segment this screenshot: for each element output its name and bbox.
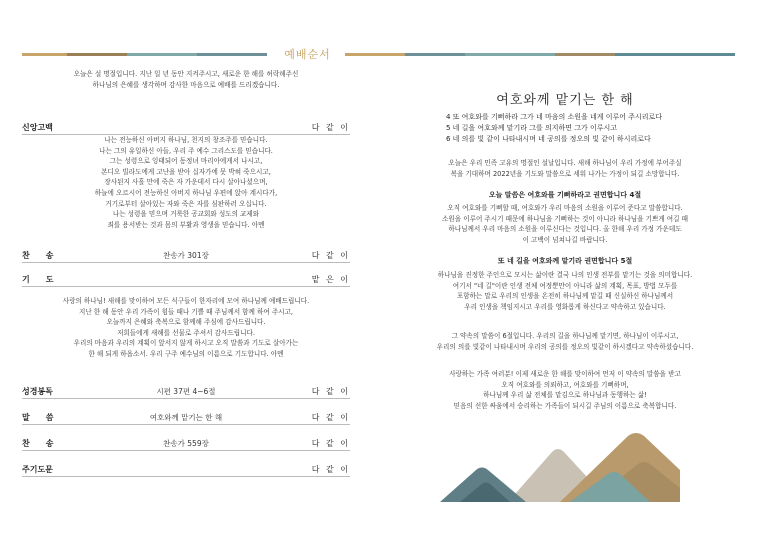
row-label: 말 씀 xyxy=(22,413,54,422)
row-who: 다 같 이 xyxy=(311,387,350,396)
decor-bar xyxy=(22,53,67,56)
decor-bar xyxy=(345,53,405,56)
row-title: 여호와께 맡기는 한 해 xyxy=(149,413,223,422)
row-creed xyxy=(22,122,350,136)
row-prayer xyxy=(22,274,350,288)
row-who: 다 같 이 xyxy=(311,439,350,448)
row-label: 주기도문 xyxy=(22,465,53,474)
point2-heading: 또 네 길을 여호와께 맡기라 권면합니다 5절 xyxy=(497,257,633,265)
divider xyxy=(22,476,350,477)
row-who: 맡 은 이 xyxy=(311,275,350,284)
promise-text: 그 약속의 말씀이 6절입니다. 우리의 길을 하나님께 맡기면, 하나님이 이루시고, 우리의 의를 빛같이 나타내시며 우리의 공의를 정오의 빛같이 하시겠다고 약속하셨습니다. xyxy=(436,332,694,351)
divider xyxy=(22,286,350,287)
row-reading xyxy=(22,386,350,400)
order-title: 예배순서 xyxy=(270,46,345,62)
sermon-title: 여호와께 맡기는 한 해 xyxy=(496,93,634,108)
sermon-intro: 오늘은 우리 민족 고유의 명절인 설날입니다. 새해 하나님이 우리 가정에 부어주실 복을 기대하며 2022년을 기도와 말씀으로 세워 나가는 가정이 되길 소망합니다. xyxy=(448,159,682,178)
point1-text: 오직 여호와를 기뻐할 때, 여호와가 우리 마음의 소원을 이루어 준다고 말씀합니다. 소원을 이루어 주시기 때문에 하나님을 기뻐하는 것이 아니라 하나님을 기쁘게 여길 때 하나님께서 우리 마음의 소원을 이루신다는 것입니다. 올 한해 우리 가정 가운데도 이 고백이 넘쳐나길 바랍니다. xyxy=(442,204,688,244)
divider xyxy=(22,450,350,451)
row-label: 찬 송 xyxy=(22,251,54,260)
decor-bar xyxy=(67,53,127,56)
row-title: 시편 37편 4~6절 xyxy=(156,387,216,396)
mountains-illustration xyxy=(440,430,680,502)
row-hymn1 xyxy=(22,250,350,264)
intro-text: 오늘은 설 명절입니다. 지난 일 년 동안 지켜주시고, 새로운 한 해를 허락해주신 하나님의 은혜를 생각하며 감사한 마음으로 예배를 드리겠습니다. xyxy=(73,70,299,89)
divider xyxy=(22,262,350,263)
row-title: 찬송가 559장 xyxy=(163,439,209,448)
decor-bar xyxy=(405,53,465,56)
prayer-text: 사랑의 하나님! 새해를 맞이하여 모든 식구들이 한자리에 모여 하나님께 예배드립니다. 지난 한 해 동안 우리 가족이 힘들 때나 기쁠 때 주님께서 함께 하여 주시고, 오늘까지 은혜와 축복으로 함께해 주심에 감사드립니다. 저희들에게 새해를 선물로 주셔서 감사드립니다. 우리의 마음과 우리의 계획이 앞서지 않게 하시고 오직 말씀과 기도로 살아가는 한 해 되게 하옵소서. 우리 구주 예수님의 이름으로 기도합니다. 아멘 xyxy=(62,297,310,358)
point2-text: 하나님을 진정한 주인으로 모시는 삶이란 결국 나의 인생 전부를 맡기는 것을 의미합니다. 여기서 "네 길"이란 인생 전체 여정뿐만이 아니라 삶의 계획, 목표, 방법 모두를 포함하는 말로 우리의 인생을 온전히 하나님께 맡길 때 신실하신 하나님께서 우리 인생을 책임지시고 우리를 영화롭게 하신다고 약속하고 있습니다. xyxy=(437,271,693,311)
row-lords-prayer xyxy=(22,464,350,478)
decor-bar xyxy=(197,53,267,56)
row-hymn2 xyxy=(22,438,350,452)
decor-bar xyxy=(127,53,197,56)
decor-bar xyxy=(465,53,555,56)
row-sermon xyxy=(22,412,350,426)
decor-bar xyxy=(555,53,615,56)
row-who: 다 같 이 xyxy=(311,251,350,260)
row-label: 신앙고백 xyxy=(22,123,53,132)
divider xyxy=(22,424,350,425)
scripture-verses: 4 또 여호와를 기뻐하라 그가 네 마음의 소원을 네게 이루어 주시리로다 5 네 길을 여호와께 맡기라 그를 의지하면 그가 이루시고 6 네 의를 빛 같이 나타내시며 네 공의를 정오의 빛 같이 하시리로다 xyxy=(446,113,663,143)
divider xyxy=(22,398,350,399)
closing-text: 사랑하는 가족 여러분! 이제 새로운 한 해를 맞이하여 먼저 이 약속의 말씀을 받고 오직 여호와를 의뢰하고, 여호와를 기뻐하며, 하나님께 우리 삶 전체를 맡김으로 하나님과 동행하는 삶! 믿음의 선한 싸움에서 승리하는 가족들이 되시길 주님의 이름으로 축복합니다. xyxy=(449,370,681,410)
row-who: 다 같 이 xyxy=(311,465,350,474)
row-who: 다 같 이 xyxy=(311,413,350,422)
row-label: 찬 송 xyxy=(22,439,54,448)
decor-bar xyxy=(615,53,735,56)
row-label: 성경봉독 xyxy=(22,387,53,396)
row-label: 기 도 xyxy=(22,275,54,284)
row-title: 찬송가 301장 xyxy=(163,251,209,260)
creed-text: 나는 전능하신 아버지 하나님, 천지의 창조주를 믿습니다. 나는 그의 유일하신 아들, 우리 주 예수 그리스도를 믿습니다. 그는 성령으로 잉태되어 동정녀 마리아에게서 나시고, 본디오 빌라도에게 고난을 받아 십자가에 못 박혀 죽으시고, 장사된지 사흘 만에 죽은 자 가운데서 다시 살아나셨으며, 하늘에 오르시어 전능하신 아버지 하나님 우편에 앉아 계시다가, 거기로부터 살아있는 자와 죽은 자를 심판하러 오십니다. 나는 성령을 믿으며 거룩한 공교회와 성도의 교제와 죄를 용서받는 것과 몸의 부활과 영생을 믿습니다. 아멘 xyxy=(94,136,278,229)
row-who: 다 같 이 xyxy=(311,123,350,132)
point1-heading: 오늘 말씀은 여호와를 기뻐하라고 권면합니다 4절 xyxy=(488,191,642,199)
